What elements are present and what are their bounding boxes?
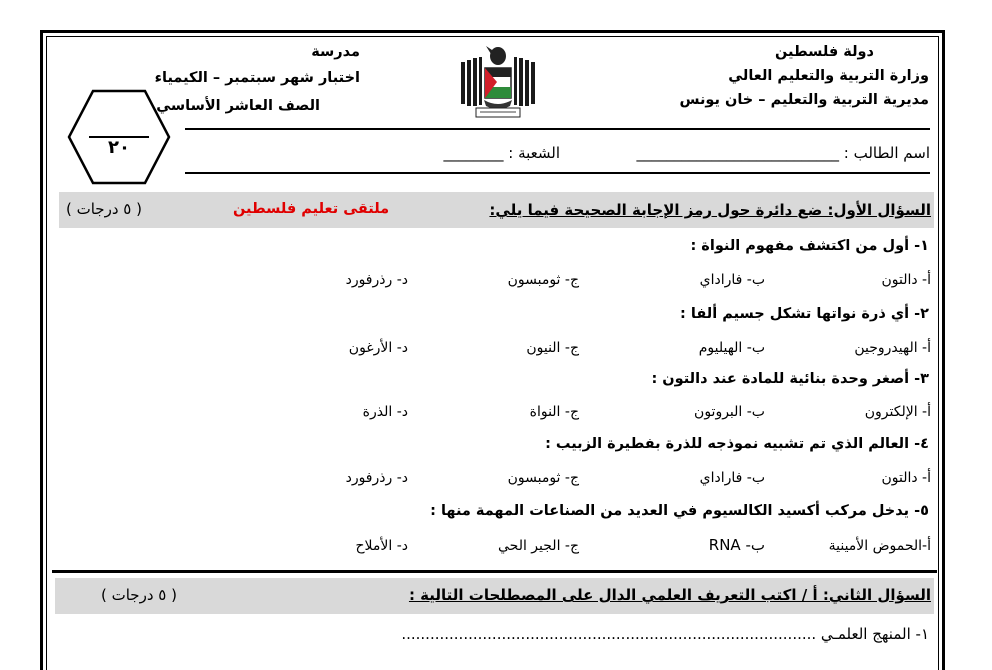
palestine-eagle-emblem: [458, 42, 538, 120]
q1-item-1: ١- أول من اكتشف مفهوم النواة :: [690, 238, 929, 254]
section-field[interactable]: الشعبة : ________: [443, 144, 560, 162]
q1-item-5: ٥- يدخل مركب أكسيد الكالسيوم في العديد من الصناعات المهمة منها :: [430, 503, 929, 519]
student-name-field[interactable]: اسم الطالب : ___________________________: [636, 144, 930, 162]
header-divider: [185, 128, 930, 130]
q1-2-option-a[interactable]: أ- الهيدروجين: [854, 340, 931, 356]
q1-3-option-a[interactable]: أ- الإلكترون: [864, 404, 931, 420]
q1-1-option-c[interactable]: ج- ثومبسون: [507, 272, 579, 288]
exam-sheet: [40, 30, 945, 670]
q1-item-2: ٢- أي ذرة نواتها تشكل جسيم ألفا :: [680, 306, 929, 322]
q1-item-3: ٣- أصغر وحدة بنائية للمادة عند دالتون :: [651, 371, 929, 387]
section-divider: [52, 570, 937, 573]
header-ministry: وزارة التربية والتعليم العالي: [728, 68, 929, 84]
q1-2-option-d[interactable]: د- الأرغون: [348, 340, 408, 356]
q1-item-4: ٤- العالم الذي تم تشبيه نموذجه للذرة بفطيرة الزبيب :: [545, 436, 929, 452]
q1-5-option-a[interactable]: أ-الحموض الأمينية: [828, 538, 931, 554]
score-hexagon: [67, 89, 171, 185]
q2-marks: ( ٥ درجات ): [101, 586, 177, 604]
q1-3-option-d[interactable]: د- الذرة: [362, 404, 408, 420]
q1-4-option-a[interactable]: أ- دالتون: [881, 470, 931, 486]
header-country: دولة فلسطين: [774, 44, 874, 60]
q1-title: السؤال الأول: ضع دائرة حول رمز الإجابة الصحيحة فيما يلي:: [489, 201, 931, 219]
q1-5-option-c[interactable]: ج- الجير الحي: [498, 538, 579, 554]
header-school: مدرسة: [311, 44, 360, 60]
score-total: ٢٠: [108, 137, 130, 158]
q1-4-option-d[interactable]: د- رذرفورد: [345, 470, 408, 486]
q1-4-option-b[interactable]: ب- فاراداي: [699, 470, 765, 486]
q1-2-option-c[interactable]: ج- النيون: [526, 340, 579, 356]
inner-border: [46, 36, 939, 670]
q1-marks: ( ٥ درجات ): [66, 200, 142, 218]
q1-1-option-a[interactable]: أ- دالتون: [881, 272, 931, 288]
q2-title: السؤال الثاني: أ / اكتب التعريف العلمي الدال على المصطلحات التالية :: [408, 586, 931, 604]
student-divider: [185, 172, 930, 174]
q1-2-option-b[interactable]: ب- الهيليوم: [698, 340, 765, 356]
q1-5-option-b[interactable]: ب- RNA: [708, 536, 765, 554]
header-grade: الصف العاشر الأساسي: [156, 98, 320, 114]
q1-5-option-d[interactable]: د- الأملاح: [355, 538, 408, 554]
header-exam: اختبار شهر سبتمبر – الكيمياء: [154, 70, 360, 86]
site-watermark: ملتقى تعليم فلسطين: [233, 201, 390, 217]
q1-3-option-c[interactable]: ج- النواة: [529, 404, 579, 420]
q2-item-1[interactable]: ١- المنهج العلمـي .......................................................................................: [401, 625, 929, 643]
q1-3-option-b[interactable]: ب- البروتون: [694, 404, 765, 420]
q1-1-option-d[interactable]: د- رذرفورد: [345, 272, 408, 288]
q1-1-option-b[interactable]: ب- فاراداي: [699, 272, 765, 288]
header-directorate: مديرية التربية والتعليم – خان يونس: [679, 92, 929, 108]
q1-4-option-c[interactable]: ج- ثومبسون: [507, 470, 579, 486]
